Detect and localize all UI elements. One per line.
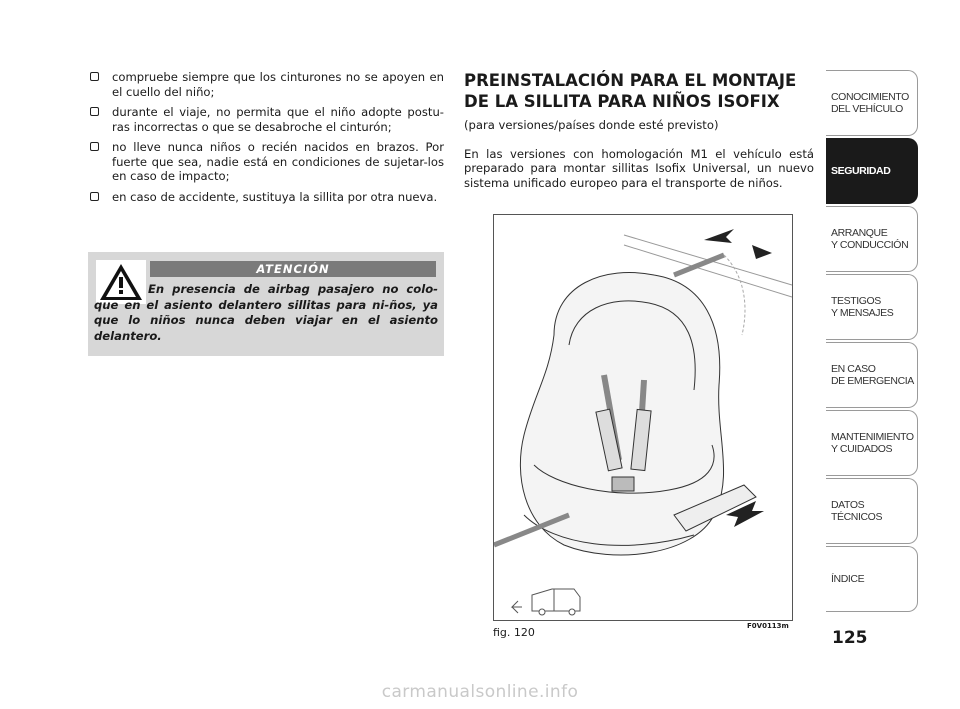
tab-datos-tecnicos[interactable]	[826, 478, 918, 544]
list-item-text: compruebe siempre que los cinturones no se apoyen en el cuello del niño;	[112, 70, 444, 99]
bullet-list	[88, 70, 444, 204]
warning-title: ATENCIÓN	[150, 261, 436, 277]
section-paragraph: En las versiones con homologación M1 el vehículo está preparado para montar sillitas Isofix Universal, un nuevo sistema unificado europeo para el transporte de niños.	[464, 146, 814, 190]
tab-en-caso-de-emergencia[interactable]	[826, 342, 918, 408]
tab-label: TESTIGOS Y MENSAJES	[831, 295, 894, 319]
checkbox-bullet-icon	[90, 142, 99, 151]
tab-arranque-y-conduccion[interactable]	[826, 206, 918, 272]
list-item	[88, 105, 444, 134]
tab-label: MANTENIMIENTO Y CUIDADOS	[831, 431, 914, 455]
checkbox-bullet-icon	[90, 192, 99, 201]
tab-label: DATOS TÉCNICOS	[831, 499, 883, 523]
tab-indice[interactable]	[826, 546, 918, 612]
section-heading	[464, 70, 814, 112]
tab-conocimiento-del-vehiculo[interactable]	[826, 70, 918, 136]
watermark: carmanualsonline.info	[381, 682, 579, 702]
section-content	[464, 70, 814, 190]
chapter-tabs	[826, 70, 918, 614]
list-item	[88, 140, 444, 184]
warning-text: En presencia de airbag pasajero no colo-que en el asiento delantero sillitas para ni-ños, ya que lo niños nunca deben viajar en el asiento delantero.	[94, 282, 438, 343]
tab-label: EN CASO DE EMERGENCIA	[831, 363, 914, 387]
page-number: 125	[832, 628, 868, 648]
tab-label: ÍNDICE	[831, 573, 865, 585]
bullet-section	[88, 70, 444, 210]
tab-testigos-y-mensajes[interactable]	[826, 274, 918, 340]
figure-caption: fig. 120	[493, 626, 535, 639]
checkbox-bullet-icon	[90, 72, 99, 81]
list-item	[88, 190, 444, 205]
list-item-text: no lleve nunca niños o recién nacidos en brazos. Por fuerte que sea, nadie está en condiciones de sujetar-los en caso de impacto;	[112, 140, 444, 183]
child-seat-illustration	[493, 214, 793, 621]
tab-label: ARRANQUE Y CONDUCCIÓN	[831, 227, 909, 251]
tab-label: SEGURIDAD	[831, 165, 891, 177]
figure-code: F0V0113m	[747, 622, 789, 630]
heading-line: DE LA SILLITA PARA NIÑOS ISOFIX	[464, 92, 780, 111]
list-item-text: en caso de accidente, sustituya la sillita por otra nueva.	[112, 189, 438, 204]
list-item-text: durante el viaje, no permita que el niño adopte postu-ras incorrectas o que se desabroche el cinturón;	[112, 105, 444, 134]
warning-box	[88, 252, 444, 356]
heading-line: PREINSTALACIÓN PARA EL MONTAJE	[464, 71, 797, 90]
tab-label: CONOCIMIENTO DEL VEHÍCULO	[831, 91, 909, 115]
tab-mantenimiento-y-cuidados[interactable]	[826, 410, 918, 476]
checkbox-bullet-icon	[90, 107, 99, 116]
tab-seguridad[interactable]	[826, 138, 918, 204]
list-item	[88, 70, 444, 99]
section-subtitle: (para versiones/países donde esté previsto)	[464, 118, 719, 132]
